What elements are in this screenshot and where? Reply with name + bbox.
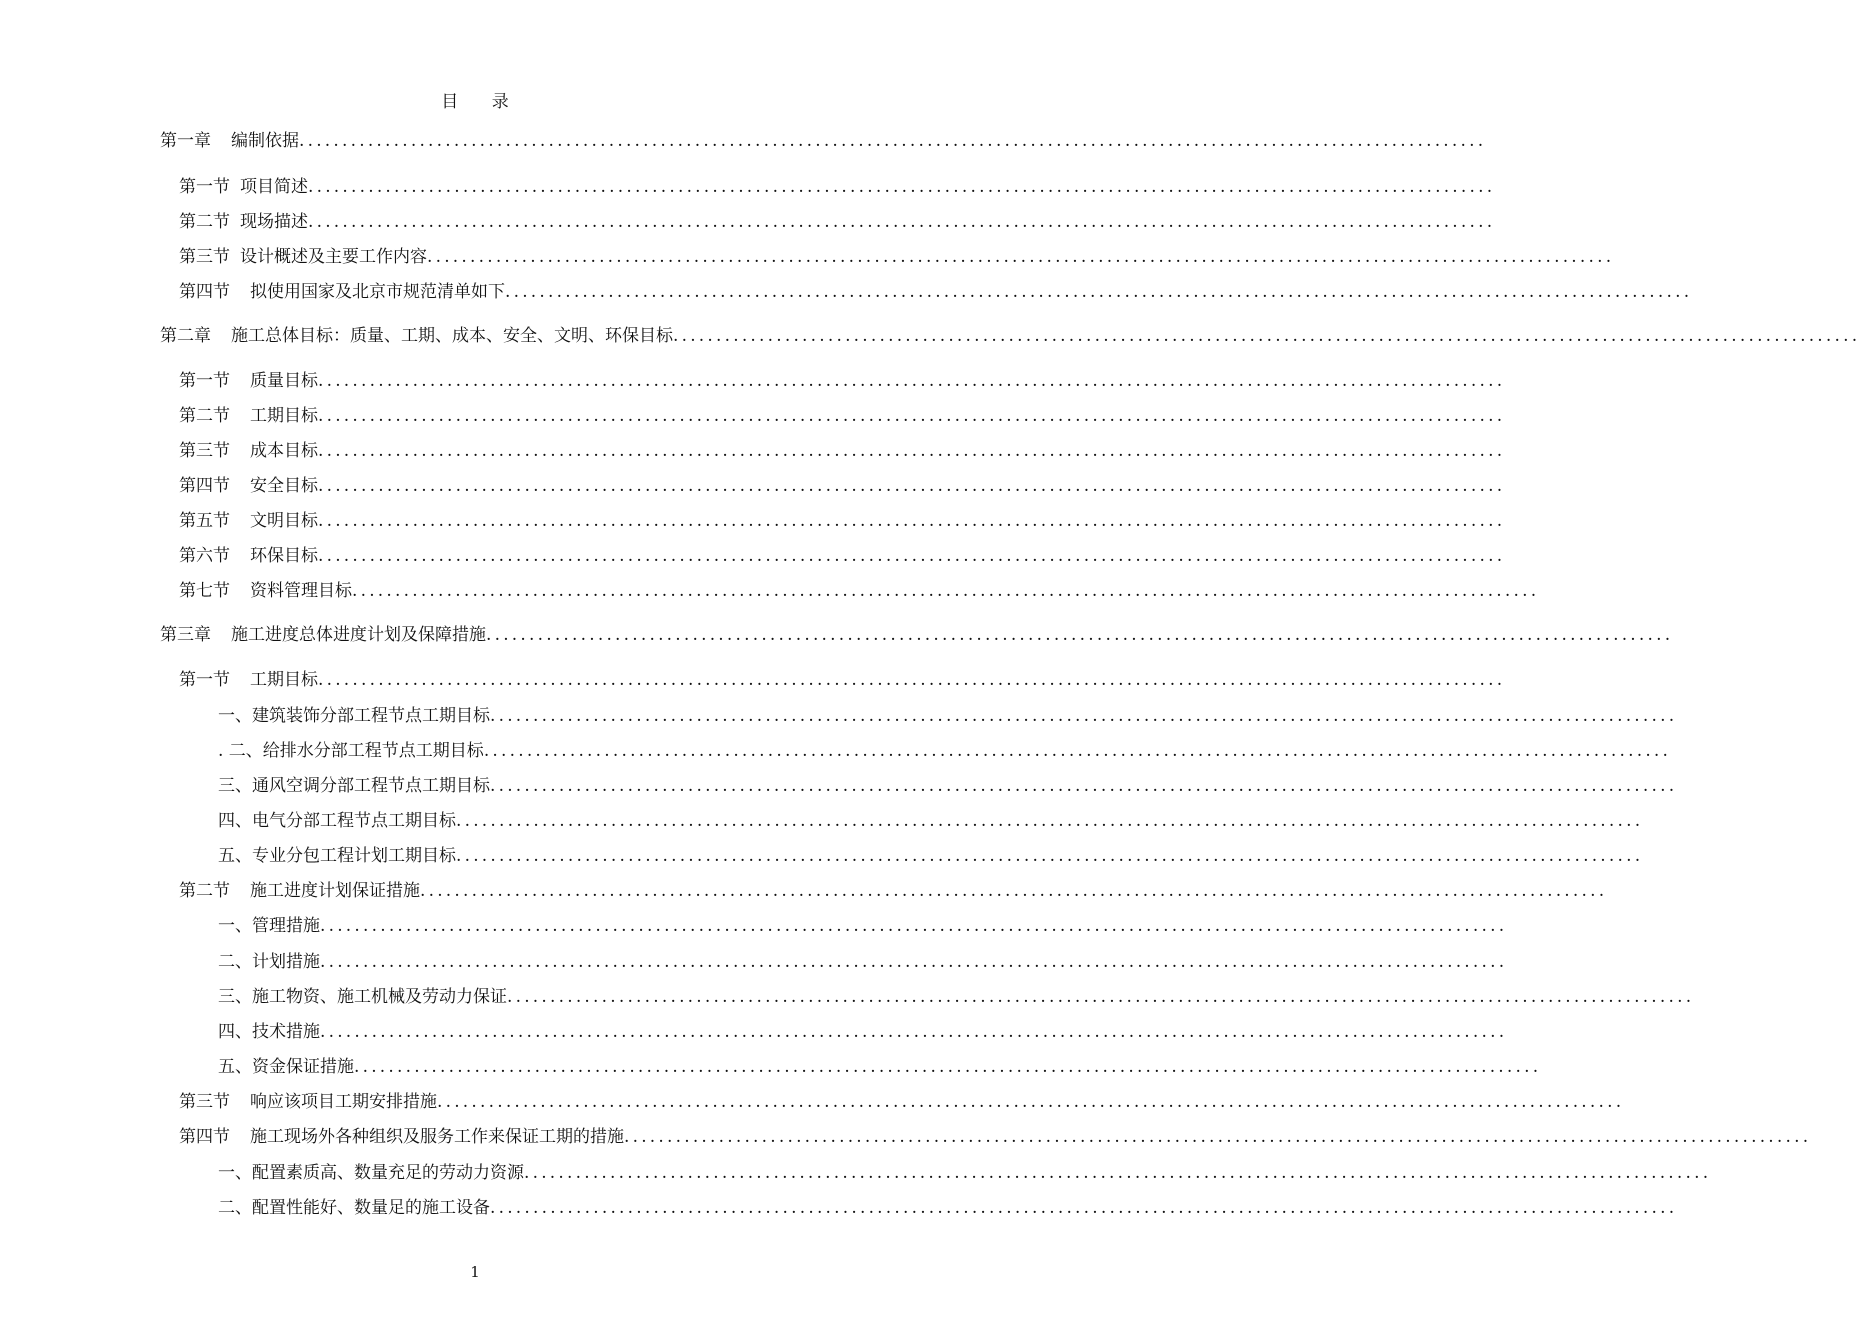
dot-leader: .......................................................................................................................................... bbox=[420, 881, 1608, 901]
page-number: 1 bbox=[470, 1263, 480, 1281]
toc-entry[interactable] bbox=[218, 704, 1678, 728]
toc-entry-label: 第二节 现场描述 bbox=[179, 212, 308, 232]
toc-entry-label: 四、技术措施 bbox=[218, 1022, 320, 1042]
toc-entry-label: 四、电气分部工程节点工期目标 bbox=[218, 811, 456, 831]
dot-leader: .......................................................................................................................................... bbox=[456, 811, 1644, 831]
dot-leader: .......................................................................................................................................... bbox=[318, 476, 1506, 496]
toc-entry[interactable] bbox=[218, 774, 1678, 798]
dot-leader: .......................................................................................................................................... bbox=[320, 1022, 1508, 1042]
toc-entry-label: 一、配置素质高、数量充足的劳动力资源 bbox=[218, 1163, 524, 1183]
dot-leader: .......................................................................................................................................... bbox=[483, 741, 1672, 761]
toc-entry-label: 二、计划措施 bbox=[218, 952, 320, 972]
toc-entry[interactable] bbox=[179, 369, 1506, 393]
dot-leader: .......................................................................................................................................... bbox=[505, 282, 1693, 302]
toc-entry[interactable] bbox=[218, 950, 1508, 974]
dot-leader: .......................................................................................................................................... bbox=[507, 987, 1695, 1007]
toc-entry[interactable] bbox=[179, 210, 1496, 234]
toc-entry[interactable] bbox=[179, 668, 1506, 692]
dot-leader: .......................................................................................................................................... bbox=[318, 371, 1506, 391]
toc-entry[interactable] bbox=[179, 245, 1615, 269]
toc-entry-label: . 二、给排水分部工程节点工期目标 bbox=[218, 741, 484, 761]
toc-entry[interactable] bbox=[218, 1161, 1712, 1185]
toc-entry[interactable] bbox=[179, 474, 1506, 498]
toc-entry-label: 第三节 响应该项目工期安排措施 bbox=[179, 1092, 437, 1112]
dot-leader: .......................................................................................................................................... bbox=[354, 1057, 1542, 1077]
dot-leader: .......................................................................................................................................... bbox=[318, 441, 1506, 461]
dot-leader: .......................................................................................................................................... bbox=[318, 670, 1506, 690]
dot-leader: .......................................................................................................................................... bbox=[299, 131, 1487, 151]
toc-entry[interactable] bbox=[179, 509, 1506, 533]
toc-entry-label: 三、通风空调分部工程节点工期目标 bbox=[218, 776, 490, 796]
dot-leader: .......................................................................................................................................... bbox=[318, 511, 1506, 531]
toc-entry[interactable] bbox=[179, 280, 1693, 304]
dot-leader: .......................................................................................................................................... bbox=[524, 1163, 1712, 1183]
toc-entry-label: 第三章 施工进度总体进度计划及保障措施 bbox=[160, 625, 486, 645]
toc-entry[interactable] bbox=[179, 175, 1496, 199]
toc-entry-label: 一、管理措施 bbox=[218, 916, 320, 936]
toc-entry[interactable] bbox=[218, 914, 1508, 938]
toc-entry-label: 第二章 施工总体目标：质量、工期、成本、安全、文明、环保目标 bbox=[160, 326, 673, 346]
toc-entry-label: 第二节 施工进度计划保证措施 bbox=[179, 881, 420, 901]
toc-entry[interactable] bbox=[179, 879, 1608, 903]
toc-entry-label: 第六节 环保目标 bbox=[179, 546, 318, 566]
toc-entry[interactable] bbox=[218, 1020, 1508, 1044]
toc-entry[interactable] bbox=[179, 1125, 1812, 1149]
toc-entry[interactable] bbox=[218, 739, 1672, 763]
dot-leader: .......................................................................................................................................... bbox=[490, 706, 1678, 726]
dot-leader: .......................................................................................................................................... bbox=[624, 1127, 1812, 1147]
dot-leader: .......................................................................................................................................... bbox=[318, 546, 1506, 566]
toc-entry[interactable] bbox=[160, 623, 1674, 647]
dot-leader: .......................................................................................................................................... bbox=[437, 1092, 1625, 1112]
toc-entry-label: 第三节 设计概述及主要工作内容 bbox=[179, 247, 427, 267]
toc-entry-label: 一、建筑装饰分部工程节点工期目标 bbox=[218, 706, 490, 726]
toc-entry-label: 第五节 文明目标 bbox=[179, 511, 318, 531]
toc-entry-label: 第一节 工期目标 bbox=[179, 670, 318, 690]
dot-leader: .......................................................................................................................................... bbox=[318, 406, 1506, 426]
dot-leader: .......................................................................................................................................... bbox=[352, 581, 1540, 601]
dot-leader: .......................................................................................................................................... bbox=[427, 247, 1615, 267]
dot-leader: .......................................................................................................................................... bbox=[308, 177, 1496, 197]
toc-entry-label: 第四节 施工现场外各种组织及服务工作来保证工期的措施 bbox=[179, 1127, 624, 1147]
toc-entry[interactable] bbox=[179, 1090, 1625, 1114]
toc-entry-label: 第一章 编制依据 bbox=[160, 131, 299, 151]
toc-entry[interactable] bbox=[218, 985, 1695, 1009]
toc-entry-label: 第七节 资料管理目标 bbox=[179, 581, 352, 601]
toc-entry-label: 第四节 拟使用国家及北京市规范清单如下 bbox=[179, 282, 505, 302]
toc-entry-label: 第一节 质量目标 bbox=[179, 371, 318, 391]
toc-entry[interactable] bbox=[179, 439, 1506, 463]
toc-entry-label: 第四节 安全目标 bbox=[179, 476, 318, 496]
dot-leader: .......................................................................................................................................... bbox=[320, 916, 1508, 936]
dot-leader: .......................................................................................................................................... bbox=[673, 326, 1860, 346]
page-title: 目 录 bbox=[441, 92, 509, 112]
dot-leader: .......................................................................................................................................... bbox=[456, 846, 1644, 866]
toc-entry-label: 二、配置性能好、数量足的施工设备 bbox=[218, 1198, 490, 1218]
toc-entry-label: 第二节 工期目标 bbox=[179, 406, 318, 426]
toc-entry[interactable] bbox=[160, 324, 1860, 348]
dot-leader: .......................................................................................................................................... bbox=[320, 952, 1508, 972]
dot-leader: .......................................................................................................................................... bbox=[490, 1198, 1678, 1218]
dot-leader: .......................................................................................................................................... bbox=[490, 776, 1678, 796]
toc-entry[interactable] bbox=[218, 1055, 1542, 1079]
dot-leader: .......................................................................................................................................... bbox=[486, 625, 1674, 645]
toc-entry[interactable] bbox=[218, 1196, 1678, 1220]
toc-entry[interactable] bbox=[179, 404, 1506, 428]
toc-entry[interactable] bbox=[160, 129, 1487, 153]
toc-entry-label: 五、资金保证措施 bbox=[218, 1057, 354, 1077]
toc-entry[interactable] bbox=[179, 579, 1540, 603]
toc-entry[interactable] bbox=[218, 844, 1644, 868]
toc-entry[interactable] bbox=[218, 809, 1644, 833]
toc-entry-label: 第一节 项目简述 bbox=[179, 177, 308, 197]
toc-entry-label: 第三节 成本目标 bbox=[179, 441, 318, 461]
dot-leader: .......................................................................................................................................... bbox=[308, 212, 1496, 232]
toc-entry[interactable] bbox=[179, 544, 1506, 568]
toc-entry-label: 三、施工物资、施工机械及劳动力保证 bbox=[218, 987, 507, 1007]
toc-entry-label: 五、专业分包工程计划工期目标 bbox=[218, 846, 456, 866]
